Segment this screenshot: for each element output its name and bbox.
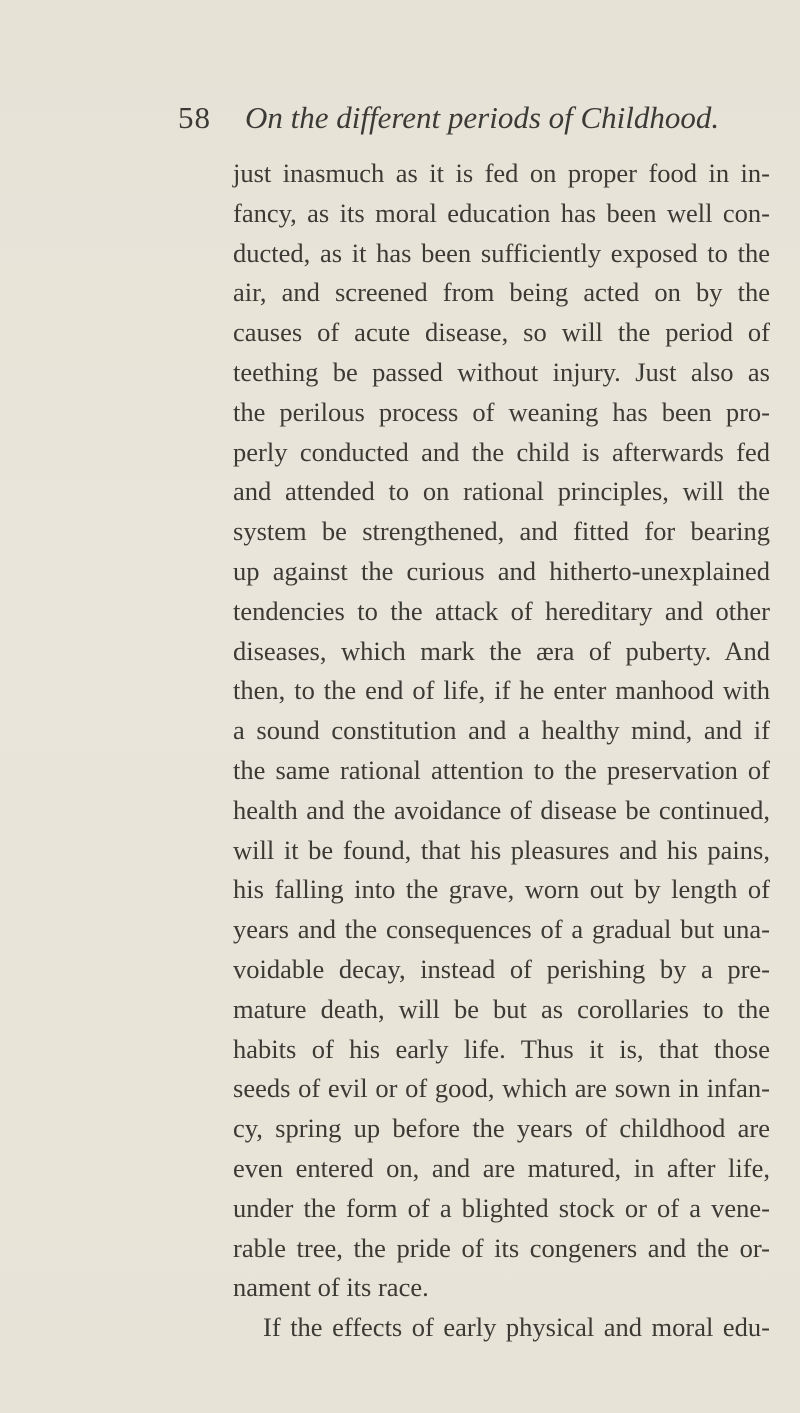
text-line: will it be found, that his pleasures and his pains, xyxy=(233,834,770,865)
text-line: ducted, as it has been sufficiently exposed to the xyxy=(233,237,770,268)
text-line: habits of his early life. Thus it is, that those xyxy=(233,1033,770,1064)
text-line: even entered on, and are matured, in after life, xyxy=(233,1152,770,1183)
text-line: air, and screened from being acted on by the xyxy=(233,277,770,308)
text-line: health and the avoidance of disease be continued, xyxy=(233,794,770,825)
text-line: under the form of a blighted stock or of a vene- xyxy=(233,1192,770,1223)
text-line: a sound constitution and a healthy mind, and if xyxy=(233,715,770,746)
text-line: cy, spring up before the years of childhood are xyxy=(233,1113,770,1144)
text-line: nament of its race. xyxy=(233,1272,429,1303)
text-line: fancy, as its moral education has been well con- xyxy=(233,197,770,228)
page-header xyxy=(178,100,719,144)
text-line: his falling into the grave, worn out by length of xyxy=(233,874,770,905)
text-line: diseases, which mark the æra of puberty. And xyxy=(233,635,770,666)
text-line: tendencies to the attack of hereditary and other xyxy=(233,595,770,626)
text-line: the same rational attention to the preservation of xyxy=(233,754,770,785)
text-line: If the effects of early physical and moral edu- xyxy=(263,1312,770,1343)
text-line: years and the consequences of a gradual but una- xyxy=(233,914,770,945)
text-line: then, to the end of life, if he enter manhood with xyxy=(233,675,770,706)
running-title: On the different periods of Childhood. xyxy=(245,100,720,135)
text-line: the perilous process of weaning has been pro- xyxy=(233,396,770,427)
text-line: teething be passed without injury. Just also as xyxy=(233,356,770,387)
text-line: rable tree, the pride of its congeners and the or- xyxy=(233,1232,770,1263)
text-line: system be strengthened, and fitted for bearing xyxy=(233,516,770,547)
text-line: and attended to on rational principles, will the xyxy=(233,476,770,507)
text-line: voidable decay, instead of perishing by a pre- xyxy=(233,953,770,984)
page-number: 58 xyxy=(178,100,211,135)
text-line: mature death, will be but as corollaries to the xyxy=(233,993,770,1024)
text-line: causes of acute disease, so will the period of xyxy=(233,317,770,348)
text-line: up against the curious and hitherto-unexplained xyxy=(233,555,770,586)
text-line: perly conducted and the child is afterwards fed xyxy=(233,436,770,467)
text-line: just inasmuch as it is fed on proper food in in- xyxy=(233,158,770,188)
body-text xyxy=(233,154,770,1348)
text-line: seeds of evil or of good, which are sown in infan- xyxy=(233,1073,770,1104)
